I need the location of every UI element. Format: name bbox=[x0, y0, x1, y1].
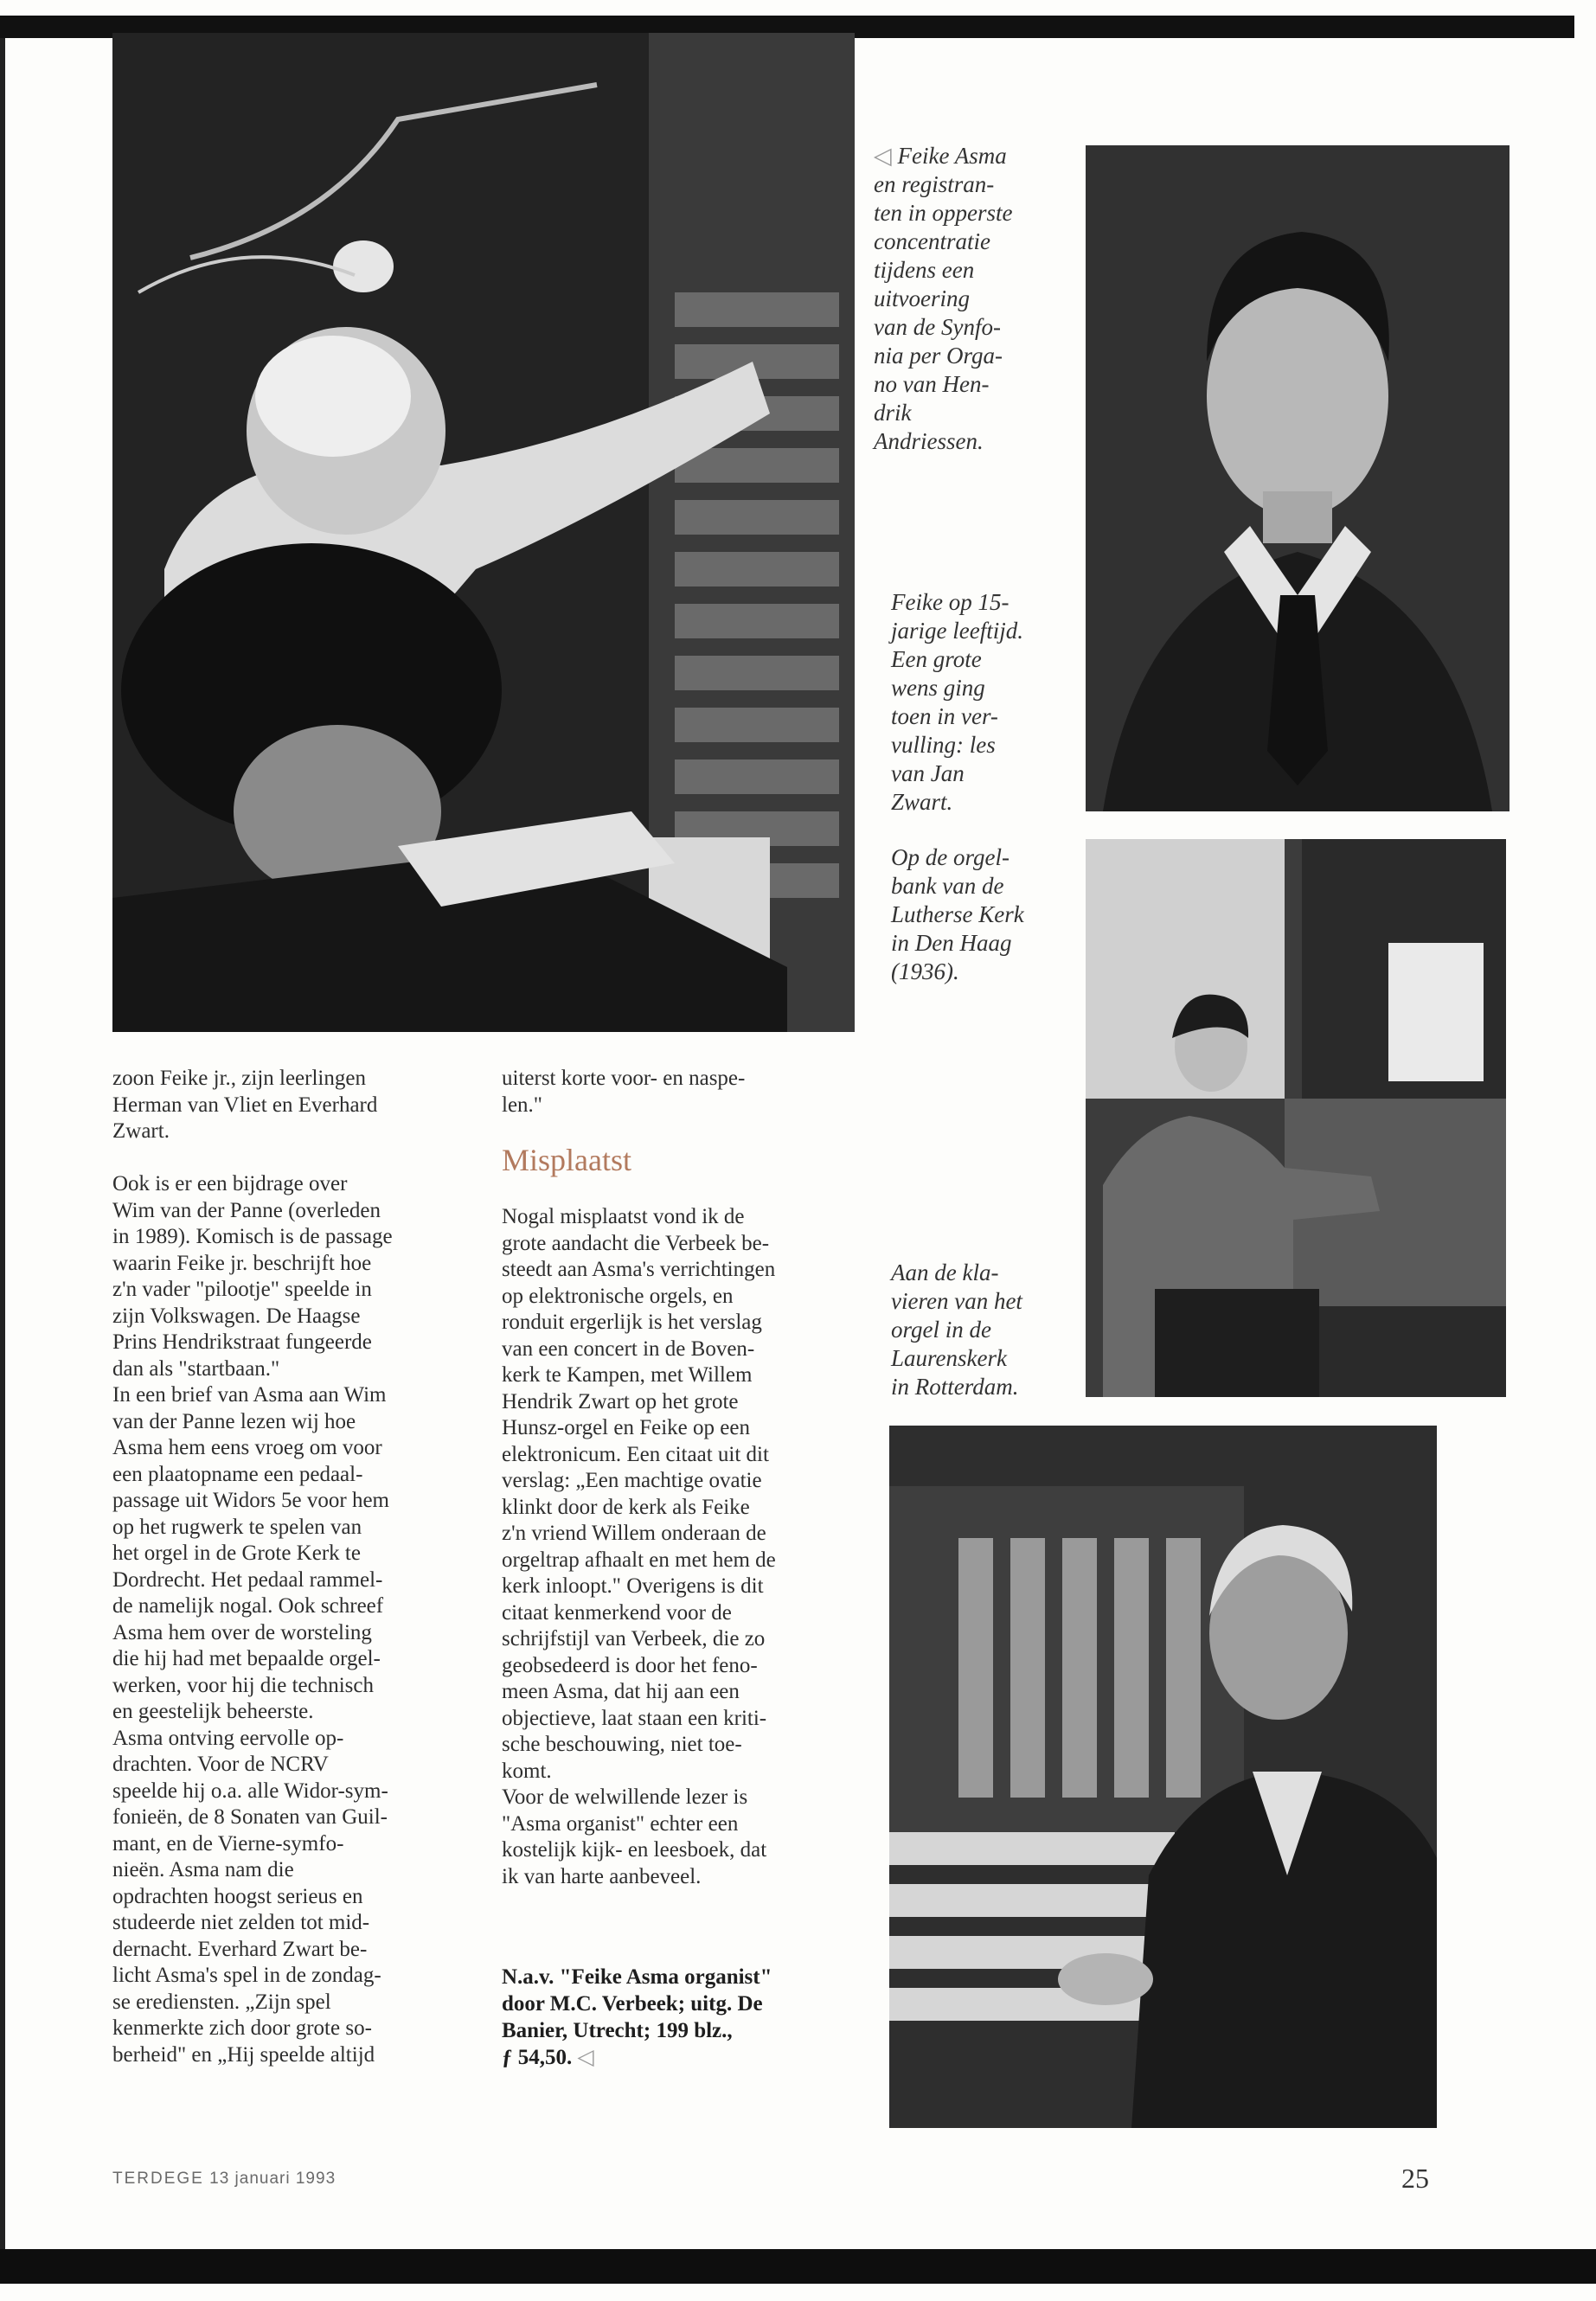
caption-registranten: ◁ Feike Asma en registran- ten in opperste concentratie tijdens een uitvoering van de Synfo- nia per Orga- no van Hen- drik Andriessen. bbox=[874, 143, 1013, 454]
page-number: 25 bbox=[1401, 2163, 1429, 2194]
article-column-2: Nogal misplaatst vond ik de grote aandacht die Verbeek be- steedt aan Asma's verrichtingen op elektronische orgels, en ronduit ergerlijk is het verslag van een concert in de Boven- kerk te Kampen, met Willem Hendrik Zwart op het grote Hunsz-orgel en Feike op een elektronicum. Een citaat uit dit verslag: „Een machtige ovatie klinkt door de kerk als Feike z'n vriend Willem onderaan de orgeltrap afhaalt en met hem de kerk inloopt." Overigens is dit citaat kenmerkend voor de schrijfstijl van Verbeek, die zo geobsedeerd is door het feno- meen Asma, dat hij aan een objectieve, laat staan een kriti- sche beschouwing, niet toe- komt. Voor de welwillende lezer is "Asma organist" echter een kostelijk kijk- en leesboek, dat ik van harte aanbeveel. bbox=[502, 1205, 776, 1888]
footer-publication bbox=[112, 2170, 336, 2189]
book-credit: N.a.v. "Feike Asma organist" door M.C. Verbeek; uitg. De Banier, Utrecht; 199 blz., ƒ 54,50. ◁ bbox=[502, 1965, 772, 2069]
photo-laurenskerk-organ-keyboards bbox=[889, 1426, 1437, 2128]
end-marker-icon: ◁ bbox=[577, 2046, 594, 2069]
left-border-bar bbox=[0, 38, 5, 2253]
photo-lutherse-kerk-organ-bench bbox=[1086, 839, 1506, 1397]
caption-age-15: Feike op 15- jarige leeftijd. Een grote wens ging toen in ver- vulling: les van Jan Zwart. bbox=[891, 589, 1023, 815]
photo-feike-age-15 bbox=[1086, 145, 1509, 811]
section-heading-misplaatst: Misplaatst bbox=[502, 1143, 631, 1177]
article-column-1: zoon Feike jr., zijn leerlingen Herman van Vliet en Everhard Zwart. Ook is er een bijdrage over Wim van der Panne (overleden in 1989). Komisch is de passage waarin Feike jr. beschrijft hoe z'n vader "pilootje" speelde in zijn Volkswagen. De Haagse Prins Hendrikstraat fungeerde dan als "startbaan." In een brief van Asma aan Wim van der Panne lezen wij hoe Asma hem eens vroeg om voor een plaatopname een pedaal- passage uit Widors 5e voor hem op het rugwerk te spelen van het orgel in de Grote Kerk te Dordrecht. Het pedaal rammel- de namelijk nogal. Ook schreef Asma hem over de worsteling die hij had met bepaalde orgel- werken, voor hij die technisch en geestelijk beheerste. Asma ontving eervolle op- drachten. Voor de NCRV speelde hij o.a. alle Widor-sym- fonieën, de 8 Sonaten van Guil- mant, en de Vierne-symfo- nieën. Asma nam die opdrachten hoogst serieus en studeerde niet zelden tot mid- dernacht. Everhard Zwart be- licht Asma's spel in de zondag- se erediensten. „Zijn spel kenmerkte zich door grote so- berheid" en „Hij speelde altijd bbox=[112, 1067, 393, 2067]
caption-marker-icon: ◁ bbox=[874, 143, 892, 169]
caption-lutherse-kerk: Op de orgel- bank van de Lutherse Kerk in Den Haag (1936). bbox=[891, 844, 1024, 984]
publication-name: TERDEGE bbox=[112, 2170, 204, 2188]
article-column-2-top: uiterst korte voor- en naspe- len." bbox=[502, 1067, 746, 1117]
bottom-border-bar bbox=[0, 2249, 1596, 2284]
caption-laurenskerk: Aan de kla- vieren van het orgel in de Laurenskerk in Rotterdam. bbox=[891, 1259, 1022, 1400]
photo-asma-with-registrants bbox=[112, 33, 855, 1032]
publication-date: 13 januari 1993 bbox=[209, 2170, 337, 2188]
